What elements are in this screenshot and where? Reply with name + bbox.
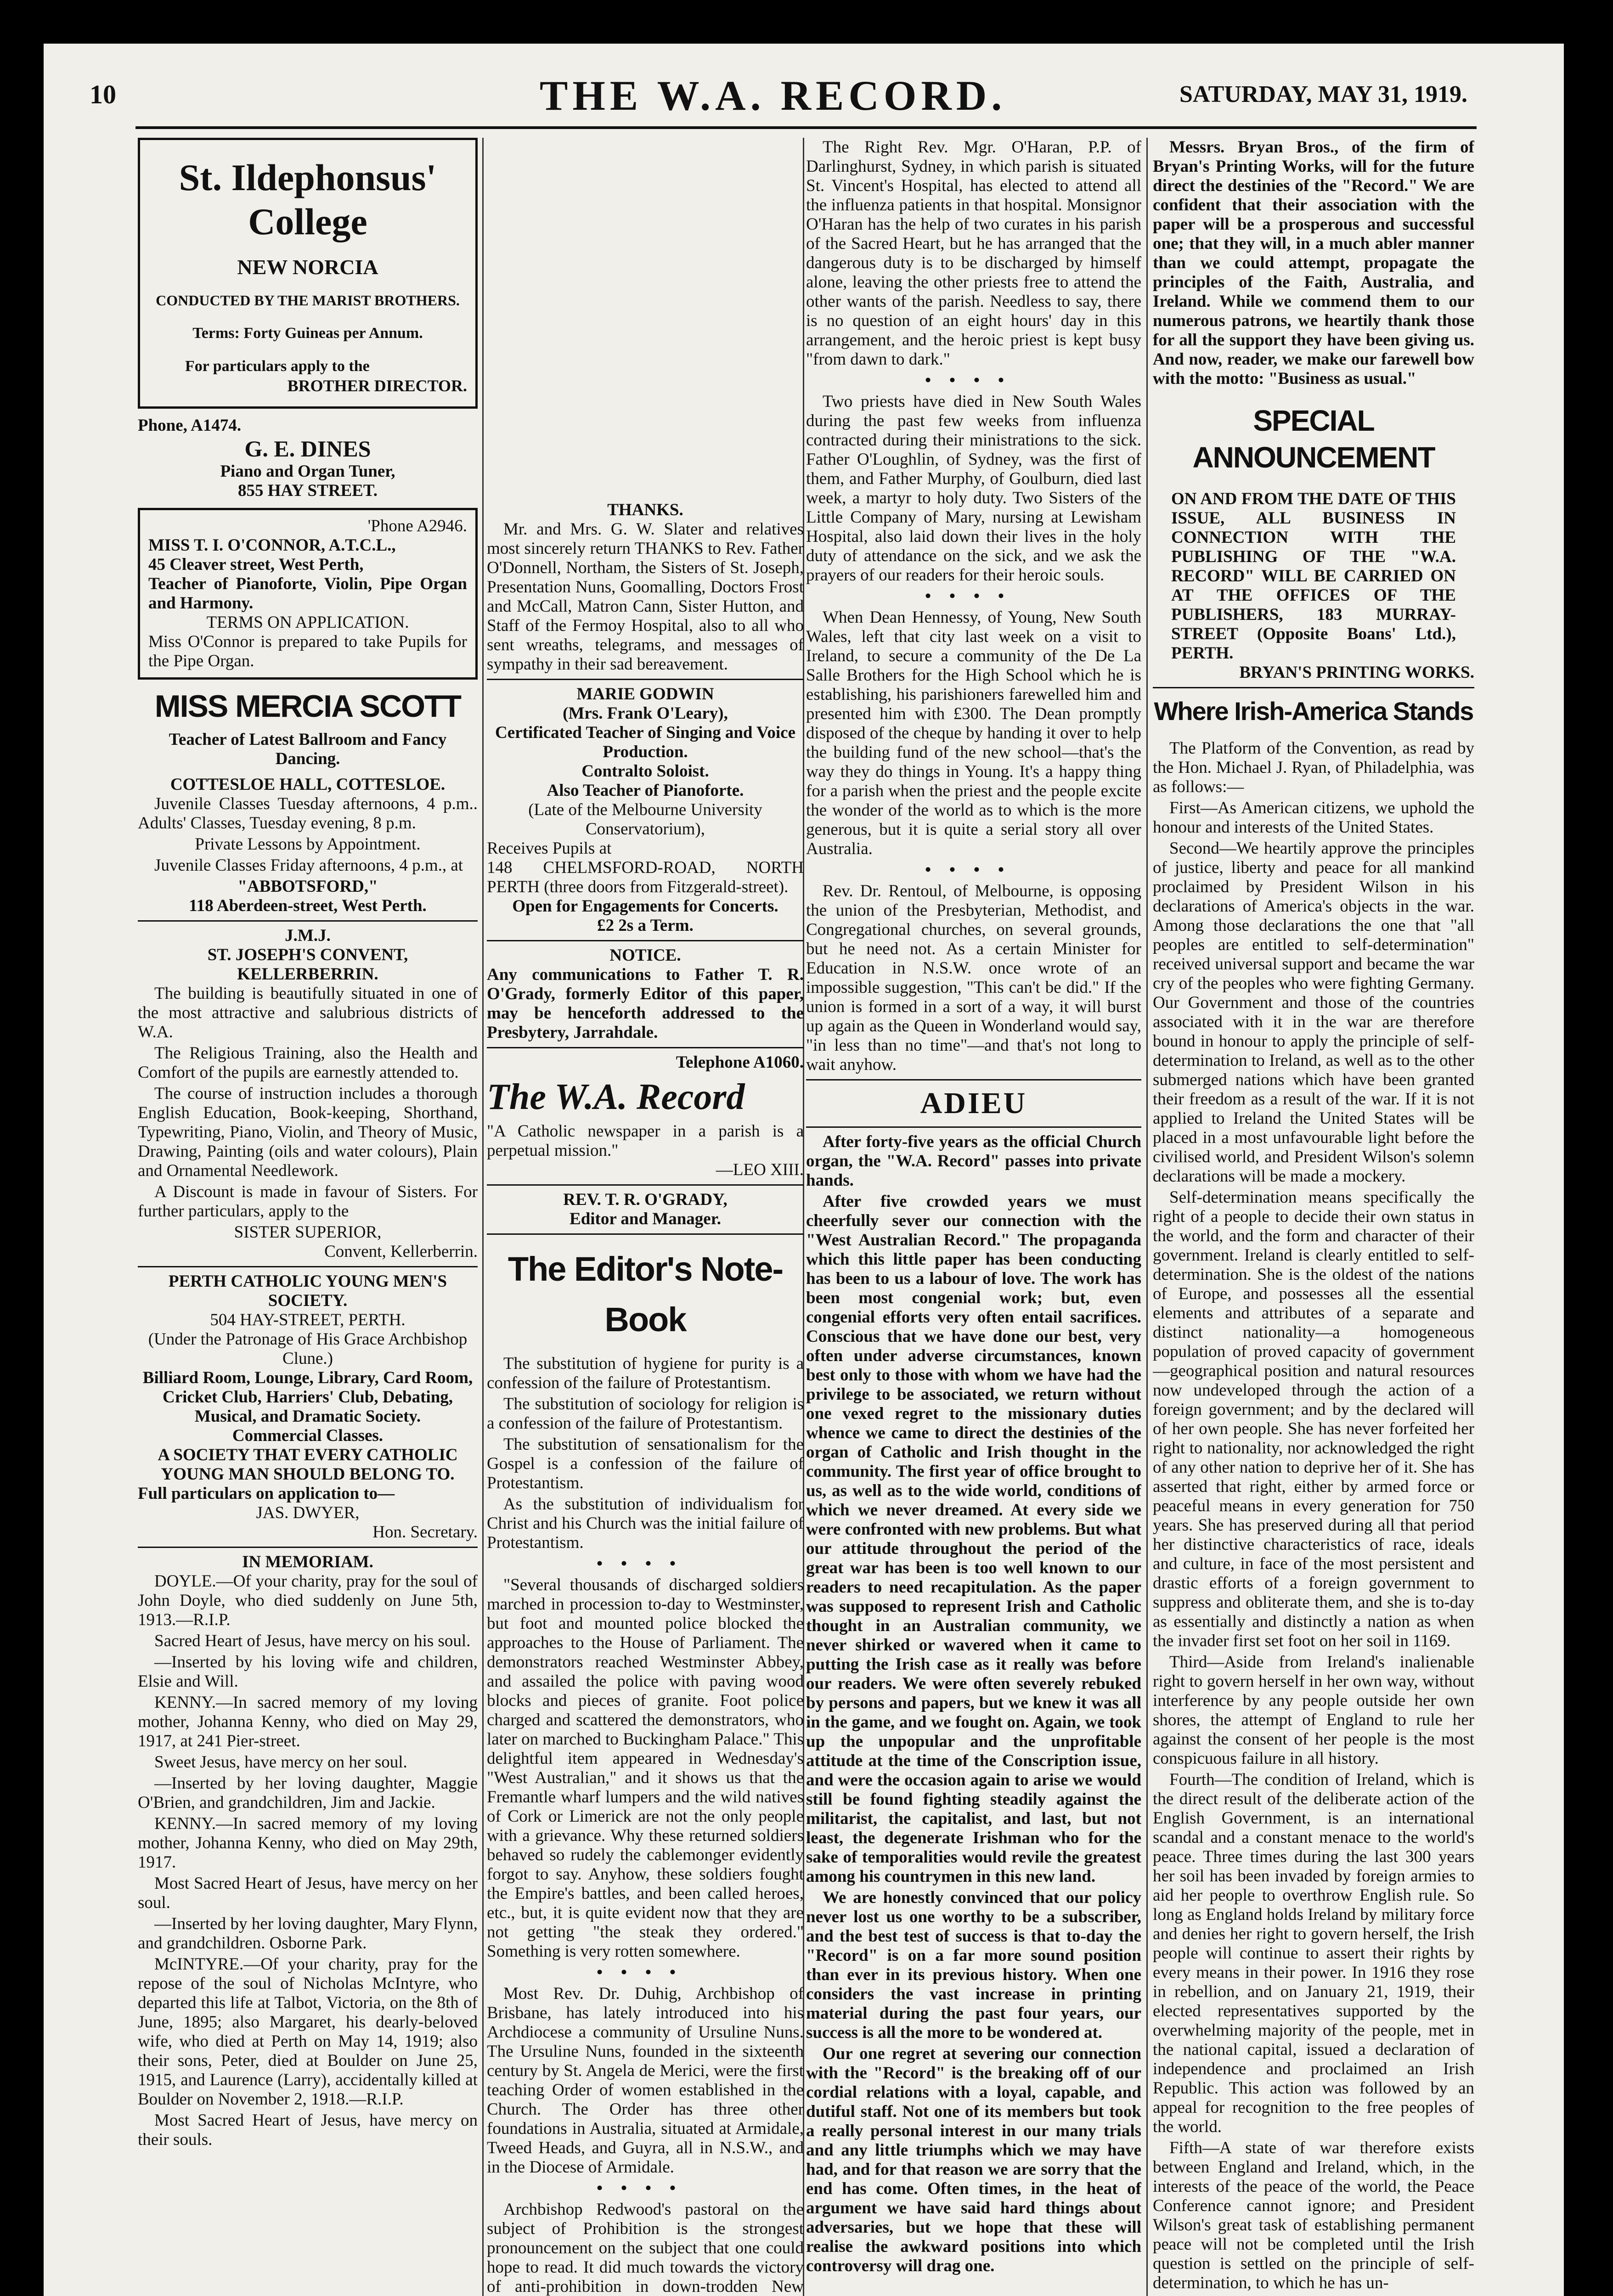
memoriam-text: —Inserted by her loving daughter, Maggie O'Brien, and grandchildren, Jim and Jackie. <box>138 1774 478 1812</box>
irish-title: Where Irish-America Stands <box>1154 697 1473 726</box>
divider <box>1153 687 1474 688</box>
godwin-cert: Certificated Teacher of Singing and Voice Production. <box>495 723 796 761</box>
masthead: THE W.A. RECORD. <box>540 72 1007 119</box>
article-text: The Platform of the Convention, as read by the Hon. Michael J. Ryan, of Philadelphia, was as follows:— <box>1153 739 1474 796</box>
convent-sister: SISTER SUPERIOR, <box>234 1223 382 1242</box>
society-title: PERTH CATHOLIC YOUNG MEN'S SOCIETY. <box>168 1272 447 1310</box>
thanks-body: Mr. and Mrs. G. W. Slater and relatives most sincerely return THANKS to Rev. Father O'Donnell, Northam, the Sisters of St. Joseph, Presentation Nuns, Goomalling, Doctors Frost and McCall, Matron Cann, Sister Hutton, and Staff of the Fermoy Hospital, also to all who sent wreaths, telegrams, and messages of sympathy in their sad bereavement. <box>487 520 804 674</box>
editor-role: Editor and Manager. <box>570 1210 721 1228</box>
article-text: Self-determination means specifically the right of a people to decide their own status in the world, and the form and character of their government. Ireland is clearly entitled to self-determination. She is the oldest of the nations of Europe, and possesses all the essential elements and attributes of a separate and distinct nationality—a homogeneous population of proved capacity of government—geographical position and natural resources now undeveloped through the action of a foreign government; and by the declared will of her own people. She has never forfeited her right to nationality, nor acknowledged the right of any other nation to deprive her of it. She has asserted that right, either by armed force or peaceful means in every generation for 750 years. She has preserved during all that period her distinctive characteristics of race, ideals and culture, in face of the most persistent and drastic efforts of a foreign government to suppress and obliterate them, and she is to-day as essentially and distinctly a nation as when the invader first set foot on her soil in 1169. <box>1153 1188 1474 1650</box>
scott-classes: Juvenile Classes Tuesday afternoons, 4 p.m.. Adults' Classes, Tuesday evening, 8 p.m. <box>138 794 478 833</box>
convent-text: A Discount is made in favour of Sisters. For further particulars, apply to the <box>138 1182 478 1221</box>
godwin-receives: Receives Pupils at <box>487 839 612 858</box>
college-particulars: For particulars apply to the <box>185 358 370 375</box>
dines-address: 855 HAY STREET. <box>238 481 378 500</box>
oconnor-terms: TERMS ON APPLICATION. <box>206 613 409 632</box>
college-director: BROTHER DIRECTOR. <box>287 377 467 395</box>
godwin-fee: £2 2s a Term. <box>597 916 694 935</box>
college-terms: Terms: Forty Guineas per Annum. <box>192 325 423 342</box>
scott-venue: "ABBOTSFORD," <box>237 877 378 896</box>
society-every: A SOCIETY THAT EVERY CATHOLIC YOUNG MAN SHOULD BELONG TO. <box>158 1446 458 1484</box>
article-text: Second—We heartily approve the principles of justice, liberty and peace for all mankind proclaimed by President Wilson in his declarations of America's objects in the war. Among those declarations the one that "all peoples are entitled to self-determination" received universal support and became the war cry of the peoples who were fighting Germany. Our Government and those of the countries associated with it in the war are therefore bound in honour to apply the principle of self-determination to Ireland, as well as to the other submerged nations which have been granted their freedom as a result of the war. If it is not applied to Ireland the United States will be placed in a most unfavourable light before the civilised world, and President Wilson's solemn declarations will be made a mockery. <box>1153 839 1474 1186</box>
divider <box>487 1233 804 1235</box>
separator-dots: •••• <box>925 861 1022 879</box>
oconnor-name: MISS T. I. O'CONNOR, A.T.C.L., <box>148 536 396 555</box>
adieu-title: ADIEU <box>920 1086 1027 1120</box>
dines-name: G. E. DINES <box>244 436 371 461</box>
separator-dots: •••• <box>925 371 1022 390</box>
convent-sister-address: Convent, Kellerberrin. <box>324 1242 478 1261</box>
scott-venue-address: 118 Aberdeen-street, West Perth. <box>189 896 427 915</box>
godwin-late: (Late of the Melbourne University Conservatorium), <box>528 800 762 838</box>
scott-private: Private Lessons by Appointment. <box>195 835 421 854</box>
adieu-text: After five crowded years we must cheerfully sever our connection with the "West Australian Record." The propaganda which this little paper has been conducting has been to us a labour of love. The work has been most congenial work; but, even congenial efforts very often entail sacrifices. Conscious that we have done our best, very often under adverse circumstances, known best only to those with whom we have had the privilege to be associated, we return without one vexed regret to the missionary duties whence we came to direct the destinies of the organ of Catholic and Irish thought in the community. The first year of office brought to us, as well as to the wide world, conditions of which we never dreamed. At every side we were confronted with new problems. But what our attitude throughout the period of the great war has been is too well known to our readers to need recapitulation. As the paper was supposed to represent Irish and Catholic thought in an Australian community, we never shirked or wavered when it came to putting the Irish case as it really was before our readers. We were often severely rebuked by persons and papers, but we knew it was all in the game, and we fought on. Again, we took up the unpopular and the unprofitable attitude at the time of the Conscription issue, and were the occasion again to arise we would still be found fighting steadily against the militarist, the capitalist, and last, but not least, the degenerate Irishman who for the sake of temporalities would revile the greatest among his countrymen in this new land. <box>806 1192 1141 1886</box>
memoriam-text: McINTYRE.—Of your charity, pray for the repose of the soul of Nicholas McIntyre, who departed this life at Talbot, Victoria, on the 8th of June, 1895; also Margaret, his dearly-beloved wife, who died at Perth on May 14, 1919; also their sons, Peter, died at Boulder on June 25, 1915, and Laurence (Larry), accidentally killed at Boulder on November 2, 1918.—R.I.P. <box>138 1955 478 2109</box>
divider <box>806 1126 1141 1128</box>
college-conducted: CONDUCTED BY THE MARIST BROTHERS. <box>156 292 460 309</box>
oconnor-address: 45 Cleaver street, West Perth, <box>148 555 364 574</box>
separator-dots: •••• <box>597 1554 694 1573</box>
dines-phone: Phone, A1474. <box>138 416 242 435</box>
godwin-name: MARIE GODWIN <box>576 685 714 703</box>
society-dwyer: JAS. DWYER, <box>256 1503 360 1522</box>
adieu-text: We are honestly convinced that our policy never lost us one worthy to be a subscriber, and the best test of success is that to-day the "Record" is on a far more sound position than ever in its previous history. When one considers the vast increase in printing material during the past four years, our success is all the more to be wondered at. <box>806 1888 1141 2042</box>
memoriam-text: —Inserted by his loving wife and children, Elsie and Will. <box>138 1653 478 1691</box>
scott-hall: COTTESLOE HALL, COTTESLOE. <box>170 775 446 794</box>
scott-friday: Juvenile Classes Friday afternoons, 4 p.m., at <box>154 856 463 875</box>
society-classes: Commercial Classes. <box>232 1426 384 1445</box>
convent-text: The course of instruction includes a thorough English Education, Book-keeping, Shorthand, Typewriting, Piano, Violin, and Theory of Music, Drawing, Painting (oils and water colours), Plain and Ornamental Needlework. <box>138 1084 478 1180</box>
memoriam-title: IN MEMORIAM. <box>242 1553 373 1571</box>
godwin-also: Also Teacher of Pianoforte. <box>547 781 744 800</box>
divider <box>487 679 804 680</box>
society-secretary: Hon. Secretary. <box>372 1523 478 1542</box>
convent-text: The building is beautifully situated in one of the most attractive and salubrious districts of W.A. <box>138 984 478 1041</box>
divider <box>487 1047 804 1048</box>
divider <box>138 1266 478 1267</box>
column-divider <box>1146 138 1148 2296</box>
scott-name: MISS MERCIA SCOTT <box>154 689 461 724</box>
divider <box>487 940 804 941</box>
college-title: St. Ildephonsus' College <box>179 157 437 242</box>
header-rule <box>135 126 1477 129</box>
motto: "A Catholic newspaper in a parish is a perpetual mission." <box>487 1122 804 1160</box>
oconnor-teacher: Teacher of Pianoforte, Violin, Pipe Organ and Harmony. <box>148 574 467 613</box>
society-rooms: Billiard Room, Lounge, Library, Card Room, Cricket Club, Harriers' Club, Debating, Musical, and Dramatic Society. <box>142 1368 473 1426</box>
divider <box>487 1184 804 1186</box>
society-full: Full particulars on application to— <box>138 1484 395 1503</box>
divider <box>138 1547 478 1548</box>
divider <box>138 920 478 922</box>
article-text: The Right Rev. Mgr. O'Haran, P.P. of Darlinghurst, Sydney, in which parish is situated St. Vincent's Hospital, has elected to attend all the influenza patients in that hospital. Monsignor O'Haran has the help of two curates in his parish of the Sacred Heart, but he has arranged that the dangerous duty is to be discharged by himself alone, leaving the other priests free to attend the other wants of the parish. Needless to say, there is no question of an eight hours' day in this arrangement, and the heroic priest is kept busy "from dawn to dark." <box>806 138 1141 369</box>
issue-date: SATURDAY, MAY 31, 1919. <box>1179 81 1467 107</box>
column-3 <box>806 138 1141 2296</box>
oconnor-phone: 'Phone A2946. <box>367 517 467 535</box>
college-advert <box>138 138 478 409</box>
memoriam-text: KENNY.—In sacred memory of my loving mother, Johanna Kenny, who died on May 29, 1917, at 241 Pier-street. <box>138 1693 478 1750</box>
convent-title: ST. JOSEPH'S CONVENT, KELLERBERRIN. <box>207 945 408 984</box>
separator-dots: •••• <box>925 587 1022 606</box>
thanks-title: THANKS. <box>607 501 683 519</box>
article-text: Fourth—The condition of Ireland, which is the direct result of the deliberate action of the English Government, is an international scandal and a constant menace to the world's peace. Three times during the last 300 years her soil has been invaded by foreign armies to aid her people to overthrow English rule. So long as England holds Ireland by military force and denies her right to govern herself, the Irish people will continue to assert their rights by every means in their power. In 1916 they rose in rebellion, and on January 21, 1919, their elected representatives supported by the overwhelming majority of the people, met in the national capital, issued a declaration of independence and proclaimed an Irish Republic. This action was followed by an appeal for recognition to the free peoples of the world. <box>1153 1770 1474 2136</box>
godwin-open: Open for Engagements for Concerts. <box>512 897 778 916</box>
article-text: First—As American citizens, we uphold the honour and interests of the United States. <box>1153 799 1474 837</box>
article-text: Two priests have died in New South Wales during the past few weeks from influenza contracted during their ministrations to the sick. Father O'Loughlin, of Sydney, was the first of them, and Father Murphy, of Goulburn, died last week, a martyr to holy duty. Two Sisters of the Little Company of Mary, nursing at Lewisham Hospital, also laid down their lives in the holy duty of attendance on the sick, and we ask the prayers of our readers for their heroic souls. <box>806 392 1141 585</box>
notebook-text: The substitution of sociology for religion is a confession of the failure of Protestantism. <box>487 1395 804 1433</box>
page-header <box>90 73 1467 124</box>
article-text: When Dean Hennessy, of Young, New South Wales, left that city last week on a visit to Ireland, to secure a community of the De La Salle Brothers for the High School which he is establishing, his parishioners farewelled him and presented him with £300. The Dean promptly disposed of the cheque by handing it over to help the building fund of the new school—that's the way they do things in Young. It's a happy thing for a parish when the priest and the people excite the wonder of the world as to which is the more generous, but it is quite a serial story all over Australia. <box>806 608 1141 858</box>
special-title: SPECIAL ANNOUNCEMENT <box>1192 404 1435 474</box>
article-text: Messrs. Bryan Bros., of the firm of Bryan's Printing Works, will for the future direct the destinies of the "Record." We are confident that their association with the paper will be a prosperous and successful one; that they will, in a much abler manner than we could attempt, propagate the principles of the Faith, Australia, and Ireland. While we commend them to our numerous patrons, we heartily thank those for all the support they have been giving us. And now, reader, we make our farewell bow with the motto: "Business as usual." <box>1153 138 1474 388</box>
telephone: Telephone A1060. <box>676 1053 804 1072</box>
article-text: Third—Aside from Ireland's inalienable right to govern herself in her own way, without interference by any people outside her own shores, the attempt of England to rule her against the consent of her people is the most conspicuous failure in all history. <box>1153 1653 1474 1768</box>
notice-body: Any communications to Father T. R. O'Grady, formerly Editor of this paper, may be henceforth addressed to the Presbytery, Jarrahdale. <box>487 965 804 1042</box>
godwin-contralto: Contralto Soloist. <box>581 762 709 781</box>
college-place: NEW NORCIA <box>237 255 378 279</box>
adieu-text: Our one regret at severing our connection with the "Record" is the breaking off of our cordial relations with a loyal, capable, and dutiful staff. Not one of its members but took a really personal interest in our many trials and any little triumphs which we may have had, and for that reason we are sorry that the end has come. Often times, in the heat of argument we have said hard things about adversaries, but we hope that these will realise the awkward positions into which controversy will drag one. <box>806 2044 1141 2275</box>
oconnor-advert <box>138 508 478 680</box>
notebook-text: The substitution of hygiene for purity is a confession of the failure of Protestantism. <box>487 1354 804 1392</box>
convent-text: The Religious Training, also the Health and Comfort of the pupils are earnestly attended to. <box>138 1044 478 1082</box>
notebook-text: The substitution of sensationalism for the Gospel is a confession of the failure of Protestantism. <box>487 1435 804 1492</box>
divider <box>806 1079 1141 1080</box>
memoriam-text: KENNY.—In sacred memory of my loving mother, Johanna Kenny, who died on May 29th, 1917. <box>138 1814 478 1872</box>
notice-title: NOTICE. <box>609 946 681 965</box>
page-number: 10 <box>90 79 116 109</box>
separator-dots: •••• <box>597 2179 694 2198</box>
notebook-text: Most Rev. Dr. Duhig, Archbishop of Brisbane, has lately introduced into his Archdiocese a community of Ursuline Nuns. The Ursuline Nuns, founded in the sixteenth century by St. Angela de Merici, were the first teaching Order of women established in the Church. The Order has three other foundations in Australia, situated at Armidale, Tweed Heads, and Guyra, all in N.S.W., and in the Diocese of Armidale. <box>487 1984 804 2177</box>
memoriam-text: DOYLE.—Of your charity, pray for the soul of John Doyle, who died suddenly on June 5th, 1913.—R.I.P. <box>138 1572 478 1629</box>
godwin-mrs: (Mrs. Frank O'Leary), <box>563 704 728 723</box>
notebook-text: "Several thousands of discharged soldiers marched in procession to-day to Westminster, but foot and mounted police blocked the approaches to the House of Parliament. The demonstrators reached Westminster Abbey, and assailed the police with paving wood blocks and pieces of granite. Foot police charged and scattered the demonstrators, who later on marched to Buckingham Palace." This delightful item appeared in Wednesday's "West Australian," and it shows us that the Fremantle wharf lumpers and the wild natives of Cork or Limerick are not the only people with a grievance. Why these returned soldiers behaved so rudely the cablemonger evidently forgot to say. Anyhow, these soldiers fought the Empire's battles, and been called heroes, etc., but, it is quite evident now that they are not getting "the steak they ordered." Something is very rotten somewhere. <box>487 1576 804 1961</box>
memoriam-text: Sweet Jesus, have mercy on her soul. <box>154 1753 407 1772</box>
special-sign: BRYAN'S PRINTING WORKS. <box>1239 663 1474 682</box>
notebook-text: Archbishop Redwood's pastoral on the subject of Prohibition is the strongest pronouncement on the subject that one could hope to read. It did much towards the victory of anti-prohibition in down-trodden New <box>487 2200 804 2296</box>
memoriam-text: Sacred Heart of Jesus, have mercy on his soul. <box>154 1632 471 1650</box>
motto-author: —LEO XIII. <box>716 1160 804 1179</box>
convent-jmj: J.M.J. <box>285 926 331 945</box>
adieu-text: After forty-five years as the official Church organ, the "W.A. Record" passes into private hands. <box>806 1132 1141 1190</box>
separator-dots: •••• <box>597 1963 694 1982</box>
column-1 <box>138 138 478 2296</box>
column-divider <box>482 138 484 2296</box>
godwin-address: 148 CHELMSFORD-ROAD, NORTH PERTH (three doors from Fitzgerald-street). <box>487 858 804 896</box>
society-address: 504 HAY-STREET, PERTH. <box>210 1311 406 1329</box>
memoriam-text: Most Sacred Heart of Jesus, have mercy on their souls. <box>138 2111 478 2149</box>
article-text: Rev. Dr. Rentoul, of Melbourne, is opposing the union of the Presbyterian, Methodist, and Congregational churches, on several grounds, but he need not. As a certain Minister for Education in N.S.W. once wrote of an impossible suggestion, "This can't be did." If the union is formed in a sort of a way, it will burst up again as the Queen in Wonderland would say, "in less than no time"—and that's not long to wait anyhow. <box>806 882 1141 1074</box>
notebook-text: As the substitution of individualism for Christ and his Church was the initial failure of Protestantism. <box>487 1495 804 1552</box>
oconnor-note: Miss O'Connor is prepared to take Pupils for the Pipe Organ. <box>148 632 467 670</box>
memoriam-text: —Inserted by her loving daughter, Mary Flynn, and grandchildren. Osborne Park. <box>138 1914 478 1953</box>
scott-teacher: Teacher of Latest Ballroom and Fancy Dancing. <box>169 730 447 768</box>
society-patron: (Under the Patronage of His Grace Archbishop Clune.) <box>148 1330 468 1368</box>
column-4 <box>1153 138 1474 2296</box>
special-body: ON AND FROM THE DATE OF THIS ISSUE, ALL BUSINESS IN CONNECTION WITH THE PUBLISHING OF THE "W.A. RECORD" WILL BE CARRIED ON AT THE OFFICES OF THE PUBLISHERS, 183 MURRAY-STREET (Opposite Boans' Ltd.), PERTH. <box>1171 490 1456 663</box>
article-text: Fifth—A state of war therefore exists between England and Ireland, which, in the interests of the peace of the world, the Peace Conference cannot ignore; and President Wilson's great task of establishing permanent peace will not be completed until the Irish question is settled on the principle of self-determination, to which he has un- <box>1153 2138 1474 2292</box>
notebook-title: The Editor's Note-Book <box>508 1250 783 1339</box>
record-logo: The W.A. Record <box>487 1077 745 1117</box>
editor-name: REV. T. R. O'GRADY, <box>563 1190 728 1209</box>
dines-trade: Piano and Organ Tuner, <box>220 462 395 481</box>
column-2 <box>487 138 804 2296</box>
memoriam-text: Most Sacred Heart of Jesus, have mercy on her soul. <box>138 1874 478 1912</box>
